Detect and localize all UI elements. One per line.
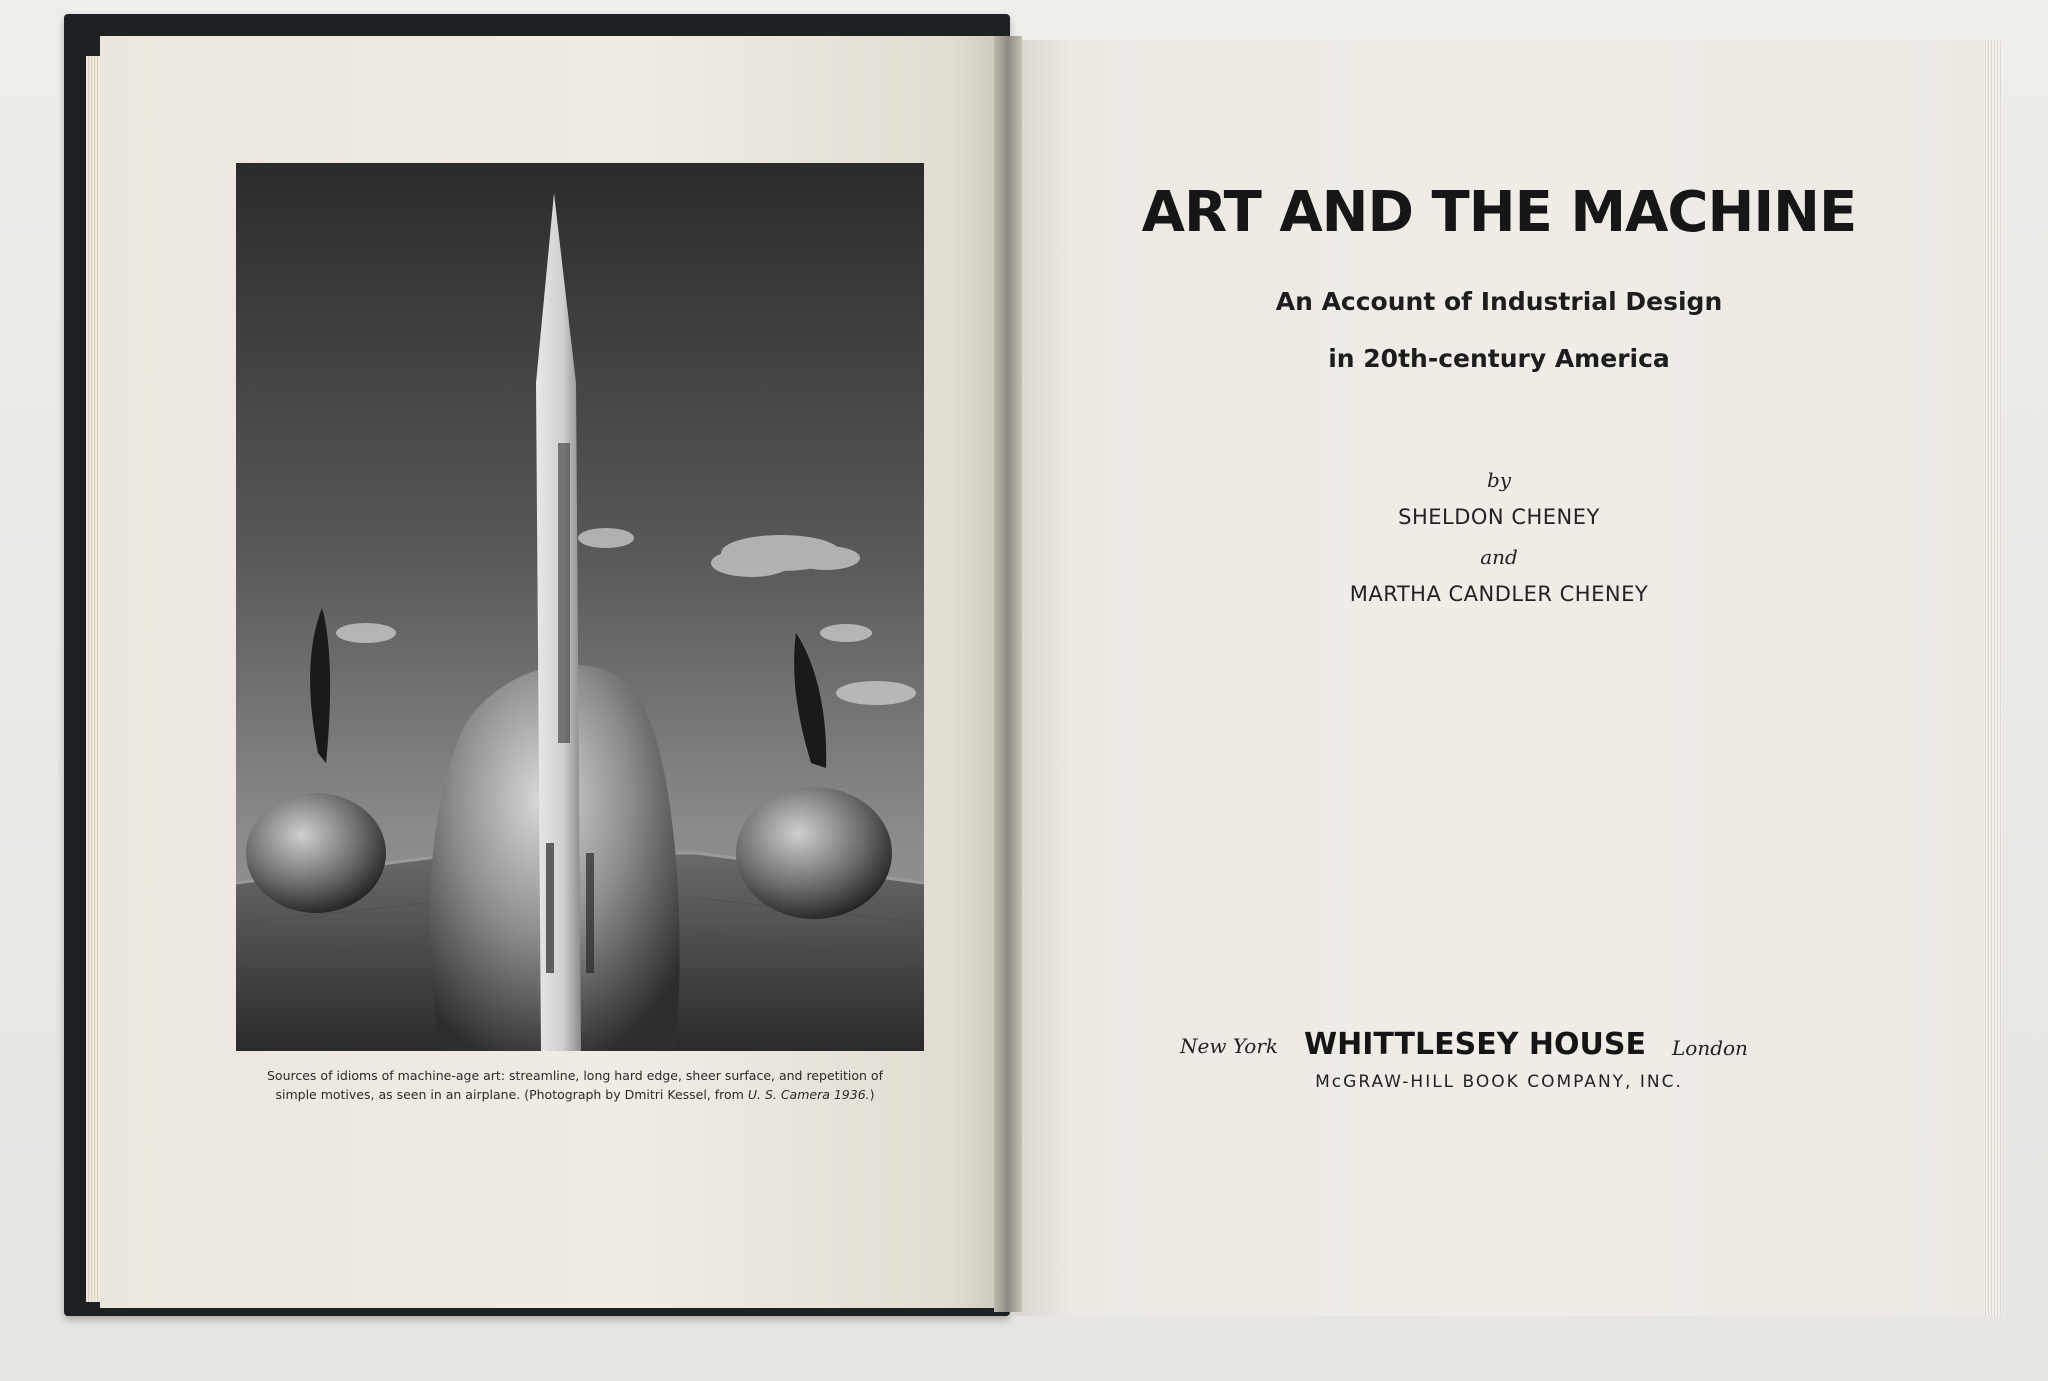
by-word: by	[1486, 468, 1512, 492]
caption-line-2	[210, 1085, 940, 1104]
book-title: ART AND THE MACHINE	[1141, 180, 1857, 245]
caption-line-2-pre: simple motives, as seen in an airplane. (Photograph by Dmitri Kessel, from	[275, 1087, 748, 1102]
and-word: and	[1480, 545, 1518, 569]
publisher-name: WHITTLESEY HOUSE	[1304, 1027, 1646, 1062]
airplane-tail-illustration	[236, 163, 924, 1051]
author-2: MARTHA CANDLER CHENEY	[1349, 582, 1649, 606]
city-london: London	[1672, 1036, 1748, 1060]
caption-line-1: Sources of idioms of machine-age art: streamline, long hard edge, sheer surface, and repetition of	[267, 1068, 883, 1083]
frontispiece-photo	[236, 163, 924, 1051]
caption-line-2-post: )	[869, 1087, 875, 1102]
photo-caption	[210, 1066, 940, 1104]
subtitle-line-1: An Account of Industrial Design	[1275, 287, 1723, 316]
author-1: SHELDON CHENEY	[1398, 505, 1600, 529]
city-new-york: New York	[1180, 1034, 1278, 1058]
caption-line-2-italic: U. S. Camera 1936.	[747, 1087, 870, 1102]
publisher-company: McGRAW-HILL BOOK COMPANY, INC.	[1315, 1072, 1683, 1092]
subtitle-line-2: in 20th-century America	[1328, 344, 1670, 373]
